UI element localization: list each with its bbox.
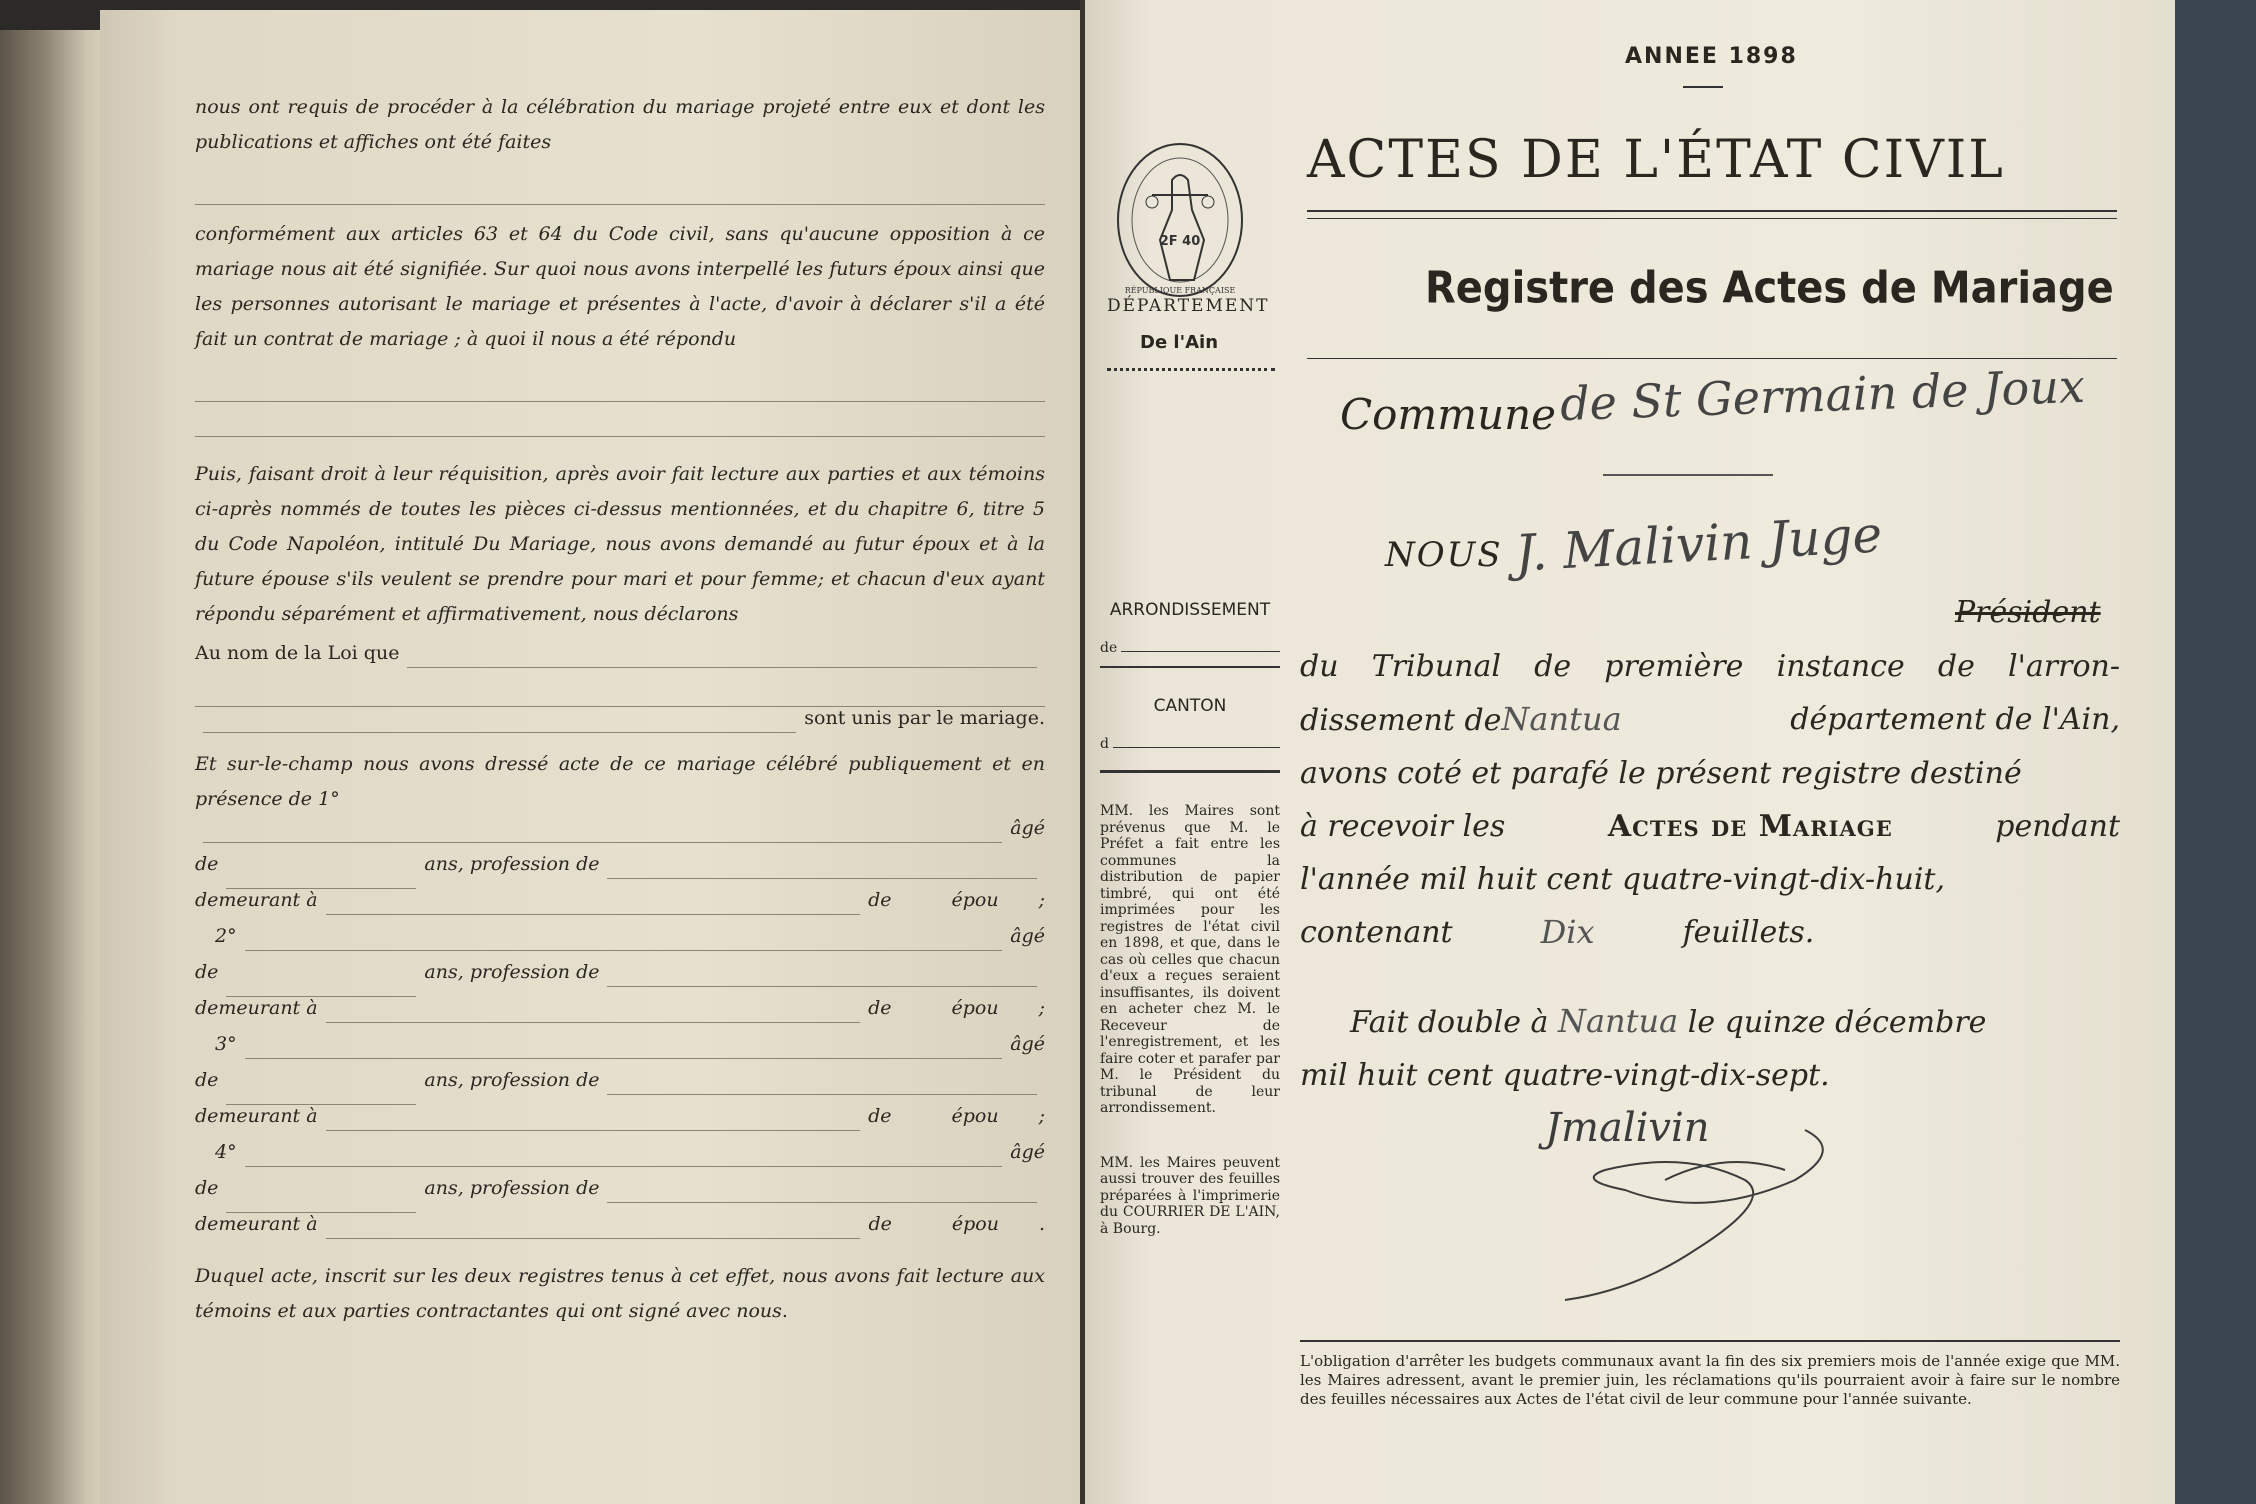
- blank-line: [607, 877, 1037, 879]
- declaration-line-1: [1300, 640, 2120, 693]
- line-text: pendant: [1995, 809, 2120, 844]
- declaration-line-2: [1300, 693, 2120, 747]
- epou-label: épou: [951, 889, 999, 911]
- epou-label: épou: [951, 1105, 999, 1127]
- maires-notice-stamped-paper: MM. les Maires sont prévenus que M. le Préfet a fait entre les communes la distribution de papier timbré, qui ont été imprimées pour les registres de l'état civil en 1898, et que, dans le cas où celles que chacun d'eux a reçues seraient insuffisantes, ils doivent en acheter chez M. le Receveur de l'enregistrement, et les faire coter et parafer par M. le Président du tribunal de leur arrondissement.: [1100, 803, 1280, 1116]
- line-text: avons coté et parafé le présent registre destiné: [1300, 756, 2022, 791]
- profession-label: ans, profession de: [424, 961, 600, 983]
- line-text: feuillets.: [1682, 915, 1815, 950]
- paragraph-publications: nous ont requis de procéder à la célébration du mariage projeté entre eux et dont les publications et affiches ont été faites: [195, 96, 1045, 153]
- right-page: [1085, 0, 2175, 1504]
- unis-row: [195, 707, 1045, 743]
- witness-2-profession-row: [195, 961, 1045, 997]
- commune-label: Commune: [1340, 390, 1557, 439]
- department-label: DÉPARTEMENT: [1107, 296, 1270, 316]
- line-text: contenant: [1300, 915, 1453, 950]
- word: instance: [1776, 649, 1905, 684]
- commune-handwritten-value: de St Germain de Joux: [1559, 358, 2086, 432]
- arrondissement-label: ARRONDISSEMENT: [1109, 600, 1271, 620]
- register-subtitle: Registre des Actes de Mariage: [1425, 262, 2114, 314]
- profession-label: ans, profession de: [424, 853, 600, 875]
- demeurant-label: demeurant à: [195, 1105, 318, 1127]
- demeurant-label: demeurant à: [195, 997, 318, 1019]
- divider: [1100, 666, 1280, 668]
- title-rule: [1307, 210, 2117, 219]
- de-label: de: [868, 1213, 892, 1235]
- blank-line: [203, 841, 1002, 843]
- signature-flourish: [1545, 1110, 1865, 1310]
- canton-label: CANTON: [1153, 696, 1227, 716]
- word: l'arron-: [2008, 649, 2120, 684]
- line-text: le quinze décembre: [1687, 1005, 1987, 1040]
- paragraph-closing: Duquel acte, inscrit sur les deux registres tenus à cet effet, nous avons fait lecture aux témoins et aux parties contractantes qui ont signé avec nous.: [195, 1265, 1045, 1322]
- de-label: de: [195, 1177, 219, 1199]
- blank-line: [607, 1201, 1037, 1203]
- president-struck-text: Président: [1955, 595, 2101, 630]
- witness-4-profession-row: [195, 1177, 1045, 1213]
- de-label: de: [195, 1069, 219, 1091]
- canton-line: [1100, 736, 1280, 752]
- blank-line: [326, 1021, 861, 1023]
- witness-1-residence-row: [195, 889, 1045, 925]
- witness-3-residence-row: [195, 1105, 1045, 1141]
- witness-number: 2°: [215, 925, 237, 947]
- de-label: de: [868, 1105, 892, 1127]
- blank-line: [195, 402, 1045, 437]
- epou-label: épou: [951, 1213, 999, 1235]
- word: de: [1534, 649, 1572, 684]
- demeurant-label: demeurant à: [195, 1213, 318, 1235]
- blank-line: [326, 1129, 861, 1131]
- paragraph-requisition: Puis, faisant droit à leur réquisition, après avoir fait lecture aux parties et aux témoins ci-après nommés de toutes les pièces ci-dessus mentionnées, et du chapitre 6, titre 5 du Code Napoléon, intitulé Du Mariage, nous avons demandé au futur époux et à la future épouse s'ils veulent se prendre pour mari et pour femme; et chacun d'eux ayant répondu séparément et affirmativement, nous déclarons: [195, 463, 1045, 625]
- revenue-stamp-seal: [1110, 140, 1250, 300]
- blank-line: [1121, 650, 1280, 652]
- witness-4-age-row: [195, 1141, 1045, 1177]
- declaration-line-4: [1300, 800, 2120, 853]
- punct: ;: [1038, 889, 1045, 911]
- age-label: âgé: [1010, 925, 1045, 947]
- word: du: [1300, 649, 1339, 684]
- blank-line: [195, 367, 1045, 402]
- word: Tribunal: [1371, 649, 1501, 684]
- blank-line: [203, 731, 796, 733]
- seal-text: RÉPUBLIQUE FRANÇAISE: [1124, 286, 1236, 295]
- seal-price: 2F 40: [1159, 234, 1201, 249]
- divider: [1100, 770, 1280, 773]
- department-name: De l'Ain: [1140, 332, 1219, 353]
- fait-line-1: [1300, 995, 2120, 1049]
- witness-1-profession-row: [195, 853, 1045, 889]
- line-text: à recevoir les: [1300, 809, 1506, 844]
- blank-line: [195, 170, 1045, 205]
- line-text: dissement de: [1300, 703, 1502, 738]
- presence-text: Et sur-le-champ nous avons dressé acte de ce mariage célébré publiquement et en présence de: [195, 753, 1045, 810]
- epou-label: épou: [951, 997, 999, 1019]
- judge-handwritten-name: J. Malivin Juge: [1513, 505, 1884, 583]
- footnote-budget: L'obligation d'arrêter les budgets communaux avant la fin des six premiers mois de l'année exige que MM. les Maires adressent, avant le premier juin, les réclamations qu'ils pourraient avoir à faire sur le nombre des feuilles nécessaires aux Actes de l'état civil de leur commune pour l'année suivante.: [1300, 1352, 2120, 1408]
- de-label: de: [868, 997, 892, 1019]
- declaration-line-5: [1300, 853, 2120, 906]
- sheet-count-handwritten-value: Dix: [1540, 913, 1595, 951]
- maires-notice-printer: MM. les Maires peuvent aussi trouver des feuilles préparées à l'imprimerie du COURRIER DE L'AIN, à Bourg.: [1100, 1154, 1280, 1237]
- au-nom-row: [195, 642, 1045, 678]
- line-2-group: [1300, 693, 1622, 747]
- de-label: de: [868, 889, 892, 911]
- register-declaration: [1300, 640, 2120, 959]
- witness-2-age-row: [195, 925, 1045, 961]
- left-page: [100, 10, 1085, 1504]
- witness-1-age-row: [195, 817, 1045, 853]
- actes-de-mariage-emphasis: Actes de Mariage: [1607, 809, 1893, 844]
- fait-line-2: mil huit cent quatre-vingt-dix-sept.: [1300, 1058, 1830, 1093]
- witness-number: 1°: [318, 788, 340, 810]
- de-label: de: [1100, 640, 1118, 656]
- declaration-line-3: [1300, 747, 2120, 800]
- profession-label: ans, profession de: [424, 1177, 600, 1199]
- arrondissement-line: [1100, 640, 1280, 656]
- arrondissement-handwritten-value: Nantua: [1501, 700, 1622, 738]
- age-label: âgé: [1010, 817, 1045, 839]
- blank-line: [326, 1237, 861, 1239]
- blank-line: [245, 1057, 1003, 1059]
- word: première: [1604, 649, 1744, 684]
- au-nom-label: Au nom de la Loi que: [195, 642, 400, 664]
- register-title: ACTES DE L'ÉTAT CIVIL: [1307, 130, 2005, 190]
- witness-number: 3°: [215, 1033, 237, 1055]
- fait-double-section: [1300, 995, 2120, 1102]
- nous-label: NOUS: [1385, 535, 1503, 575]
- witness-number: 4°: [215, 1141, 237, 1163]
- blank-line: [245, 949, 1003, 951]
- de-label: de: [195, 961, 219, 983]
- line-text: département de l'Ain,: [1790, 702, 2120, 737]
- blank-line: [245, 1165, 1003, 1167]
- age-label: âgé: [1010, 1141, 1045, 1163]
- witness-2-residence-row: [195, 997, 1045, 1033]
- punct: ;: [1038, 1105, 1045, 1127]
- side-column: [1100, 600, 1280, 1237]
- subtitle-rule: [1307, 358, 2117, 359]
- blank-line: [1113, 746, 1280, 748]
- line-text: l'année mil huit cent quatre-vingt-dix-huit,: [1300, 862, 1945, 897]
- unis-label: sont unis par le mariage.: [804, 707, 1045, 729]
- d-label: d: [1100, 736, 1109, 752]
- background-edge: [2175, 0, 2256, 1504]
- witness-4-residence-row: [195, 1213, 1045, 1249]
- footnote-rule: [1300, 1340, 2120, 1342]
- blank-line: [607, 1093, 1037, 1095]
- punct: ;: [1038, 997, 1045, 1019]
- age-label: âgé: [1010, 1033, 1045, 1055]
- blank-line: [407, 666, 1037, 668]
- judge-signature-text: Jmalivin: [1545, 1105, 1710, 1151]
- blank-line: [195, 678, 1045, 707]
- ornament-rule: [1107, 368, 1275, 377]
- punct: .: [1038, 1213, 1045, 1235]
- blank-line: [326, 913, 861, 915]
- year-heading: ANNEE 1898: [1625, 44, 1798, 69]
- profession-label: ans, profession de: [424, 1069, 600, 1091]
- line-text: Fait double à: [1350, 1005, 1549, 1040]
- demeurant-label: demeurant à: [195, 889, 318, 911]
- declaration-line-6: [1300, 906, 2120, 959]
- year-ornament: [1683, 86, 1723, 92]
- blank-line: [607, 985, 1037, 987]
- left-page-body: [195, 90, 1045, 632]
- paragraph-opposition: conformément aux articles 63 et 64 du Code civil, sans qu'aucune opposition à ce mariage nous ait été signifiée. Sur quoi nous avons interpellé les futurs époux ainsi que les personnes autorisant le mariage et présentes à l'acte, d'avoir à déclarer s'il a été fait un contrat de mariage ; à quoi il nous a été répondu: [195, 223, 1045, 350]
- place-handwritten-value: Nantua: [1557, 1002, 1679, 1040]
- commune-rule: [1603, 474, 1773, 476]
- de-label: de: [195, 853, 219, 875]
- paragraph-presence: [195, 747, 1045, 817]
- witness-3-profession-row: [195, 1069, 1045, 1105]
- word: de: [1937, 649, 1975, 684]
- book-spine: [0, 30, 110, 1504]
- witness-3-age-row: [195, 1033, 1045, 1069]
